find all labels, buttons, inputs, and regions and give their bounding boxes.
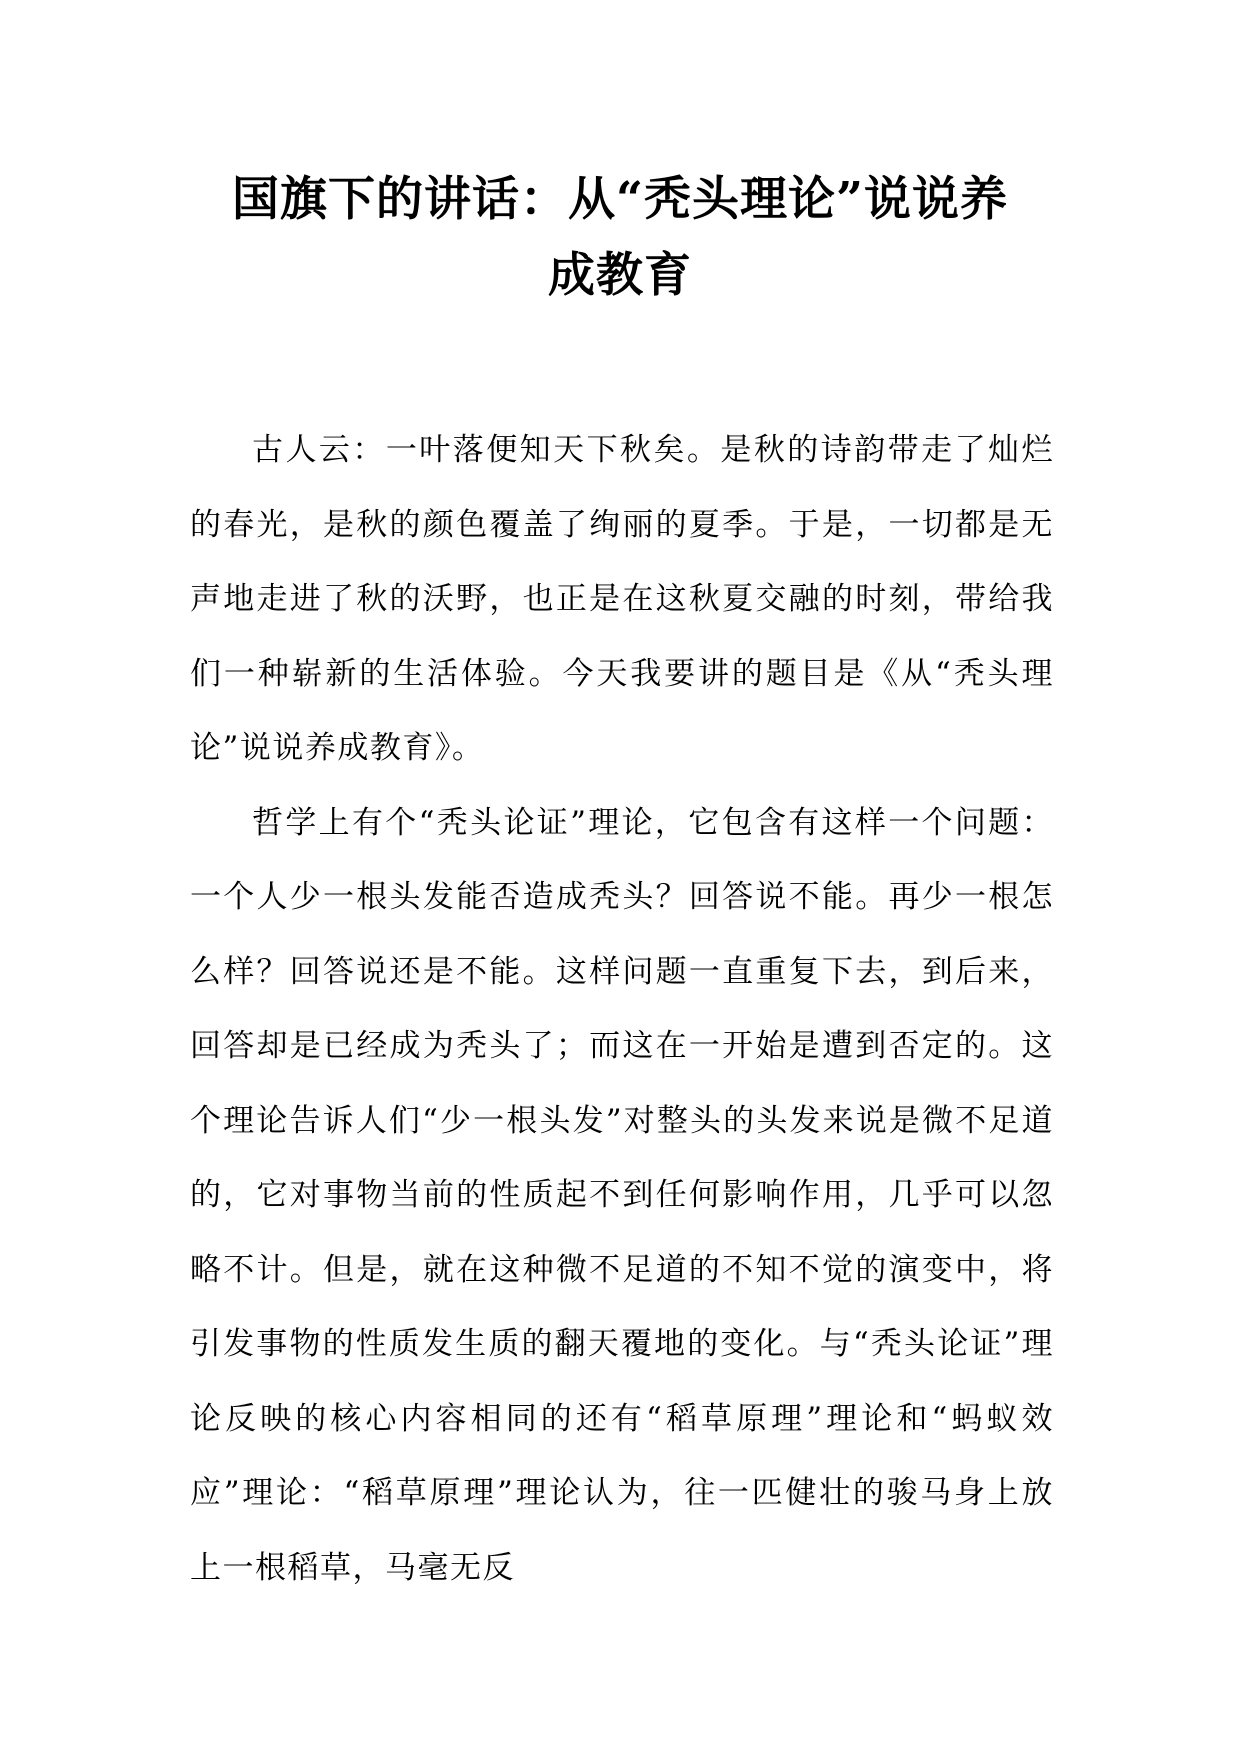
document-title: [190, 162, 1050, 314]
paragraph-1: 古人云：一叶落便知天下秋矣。是秋的诗韵带走了灿烂的春光，是秋的颜色覆盖了绚丽的夏季。于是，一切都是无声地走进了秋的沃野，也正是在这秋夏交融的时刻，带给我们一种崭新的生活体验。今天我要讲的题目是《从“秃头理论”说说养成教育》。: [190, 432, 1054, 766]
title-line-1: 国旗下的讲话：从“秃头理论”说说养: [231, 172, 1009, 227]
paragraph-2: 哲学上有个“秃头论证”理论，它包含有这样一个问题：一个人少一根头发能否造成秃头？回答说不能。再少一根怎么样？回答说还是不能。这样问题一直重复下去，到后来，回答却是已经成为秃头了；而这在一开始是遭到否定的。这个理论告诉人们“少一根头发”对整头的头发来说是微不足道的，它对事物当前的性质起不到任何影响作用，几乎可以忽略不计。但是，就在这种微不足道的不知不觉的演变中，将引发事物的性质发生质的翻天覆地的变化。与“秃头论证”理论反映的核心内容相同的还有“稻草原理”理论和“蚂蚁效应”理论：“稻草原理”理论认为，往一匹健壮的骏马身上放上一根稻草，马毫无反: [190, 804, 1054, 1586]
document-body: [190, 413, 1054, 1605]
title-line-2: 成教育: [548, 248, 692, 303]
